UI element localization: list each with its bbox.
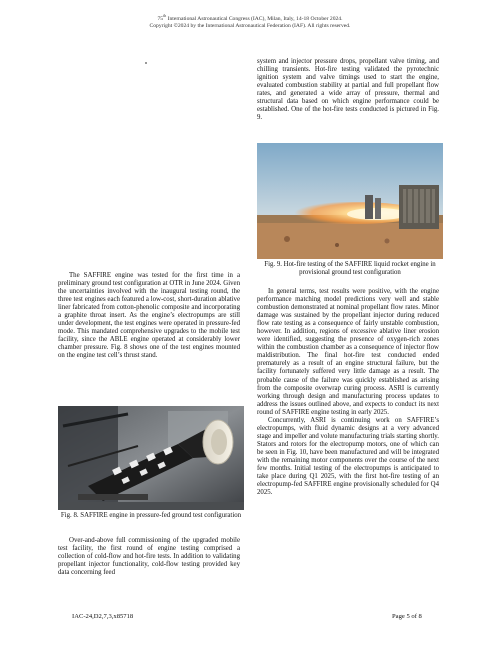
saffire-engine-photo	[58, 406, 244, 510]
conference-line: 75th International Astronautical Congress (IAC), Milan, Italy, 14-18 October 2024.	[157, 13, 343, 22]
paragraph-saffire-first-test: The SAFFIRE engine was tested for the first time in a preliminary ground test configuration at OTR in June 2024. Given the uncertainties involved with the inaugural testing round, the three test engines each featured a low-cost, short-duration ablative liner fabricated from cotton-phenolic composite and incorporating a graphite throat insert. As the engine’s electropumps are still under development, the test engines were operated in pressure-fed mode. This mandated comprehensive upgrades to the mobile test facility, since the ABLE engine operated at considerably lower chamber pressure. Fig. 8 shows one of the test engines mounted on the engine test cell’s thrust stand.	[58, 272, 240, 360]
page-header	[0, 12, 500, 30]
figure-9	[257, 143, 443, 277]
left-column-upper	[58, 272, 240, 361]
left-column-lower	[58, 537, 240, 577]
paragraph-electropumps: Concurrently, ASRI is continuing work on SAFFIRE’s electropumps, with fluid dynamic designs at a very advanced stage and impeller and volute manufacturing trials starting shortly. Stators and rotors for the electropump motors, one of which can be seen in Fig. 10, have been manufactured and will be integrated with the remaining motor components over the course of the next few months. Initial testing of the electropumps is anticipated to take place during Q1 2025, with the first hot-fire testing of an electropump-fed SAFFIRE engine provisionally scheduled for Q4 2025.	[257, 416, 439, 497]
right-column-upper	[257, 58, 439, 122]
hot-fire-test-photo	[257, 143, 443, 259]
paper-id: IAC-24,D2,7,3,x85718	[72, 613, 134, 620]
paragraph-commissioning: Over-and-above full commissioning of the upgraded mobile test facility, the first round of engine testing comprised a collection of cold-flow and hot-fire tests. In addition to validating propellant injector functionality, cold-flow testing provided key data concerning feed	[58, 537, 240, 577]
figure-8-caption: Fig. 8. SAFFIRE engine in pressure-fed ground test configuration	[60, 512, 242, 519]
copyright-line: Copyright ©2024 by the International Astronautical Federation (IAF). All rights reserved.	[149, 22, 351, 29]
paragraph-hot-fire-continued: system and injector pressure drops, propellant valve timing, and chilling transients. Hot-fire testing validated the pyrotechnic ignition system and valve timings used to start the engine, evaluated combustion stability at partial and full propellant flow rates, and generated a wide array of pressure, thermal and structural data based on which engine performance could be established. One of the hot-fire tests conducted is pictured in Fig. 9.	[257, 58, 439, 122]
figure-9-caption: Fig. 9. Hot-fire testing of the SAFFIRE liquid rocket engine in provisional ground test configuration	[264, 261, 436, 276]
paragraph-test-results: In general terms, test results were positive, with the engine performance matching model predictions very well and stable combustion demonstrated at nominal propellant flow rates. Minor damage was sustained by the propellant injector during reduced flow rate testing as a consequence of fairly unstable combustion, however. In addition, regions of excessive ablative liner erosion were identified, suggesting the presence of oxygen-rich zones within the combustion chamber as a consequence of injector flow maldistribution. The final hot-fire test conducted ended prematurely as a result of an engine structural failure, but the facility fortunately suffered very little damage as a result. The probable cause of the failure was quickly established as arising from the composite overwrap curing process. ASRI is currently working through design and manufacturing process updates to address the issues outlined above, and expects to conduct its next round of SAFFIRE engine testing in early 2025.	[257, 288, 439, 416]
figure-8	[58, 406, 244, 520]
stray-mark	[145, 62, 147, 64]
right-column-lower	[257, 288, 439, 497]
page-number: Page 5 of 8	[392, 613, 422, 620]
